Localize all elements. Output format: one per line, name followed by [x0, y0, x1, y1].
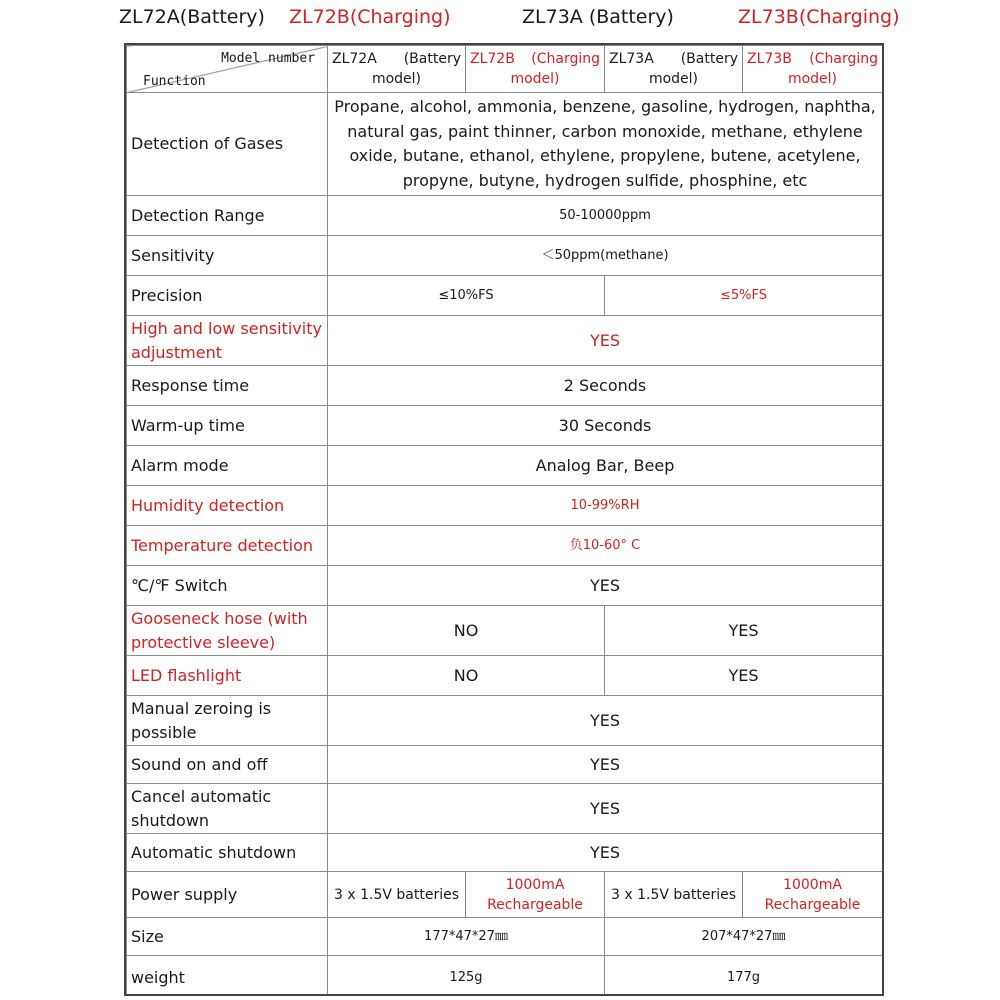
table-row	[127, 872, 883, 918]
response-value: 2 Seconds	[328, 366, 883, 406]
power-zl72b-value: 1000mA Rechargeable	[466, 872, 605, 918]
row-label-response: Response time	[127, 366, 328, 406]
warmup-value: 30 Seconds	[328, 406, 883, 446]
row-label-unit-switch: ℃/℉ Switch	[127, 566, 328, 606]
gases-value: Propane, alcohol, ammonia, benzene, gasoline, hydrogen, naphtha, natural gas, paint thinner, carbon monoxide, methane, ethylene oxide, butane, ethanol, ethylene, propylene, butene, acetylene, propyne, butyne, hydrogen sulfide, phosphine, etc	[328, 93, 883, 196]
model-number-label: Model number	[221, 51, 315, 66]
header-diagonal-cell	[127, 46, 328, 93]
row-label-flashlight: LED flashlight	[127, 656, 328, 696]
header-model-zl73a: ZL73A (Battery model)	[605, 46, 743, 93]
size-zl73-value: 207*47*27㎜	[605, 918, 883, 956]
cancel-shutdown-value: YES	[328, 784, 883, 834]
row-label-cancel-shutdown: Cancel automatic shutdown	[127, 784, 328, 834]
row-label-gooseneck: Gooseneck hose (with protective sleeve)	[127, 606, 328, 656]
table-row	[127, 236, 883, 276]
table-row	[127, 196, 883, 236]
title-zl72b: ZL72B(Charging)	[289, 6, 451, 28]
row-label-weight: weight	[127, 956, 328, 997]
row-label-sound: Sound on and off	[127, 746, 328, 784]
sound-value: YES	[328, 746, 883, 784]
function-label: Function	[143, 74, 206, 89]
zeroing-value: YES	[328, 696, 883, 746]
row-label-zeroing: Manual zeroing is possible	[127, 696, 328, 746]
flashlight-zl72-value: NO	[328, 656, 605, 696]
adjustment-value: YES	[328, 316, 883, 366]
weight-zl73-value: 177g	[605, 956, 883, 997]
temperature-value: 负10-60° C	[328, 526, 883, 566]
power-zl72a-value: 3 x 1.5V batteries	[328, 872, 466, 918]
table-row	[127, 366, 883, 406]
power-zl73a-value: 3 x 1.5V batteries	[605, 872, 743, 918]
flashlight-zl73-value: YES	[605, 656, 883, 696]
row-label-warmup: Warm-up time	[127, 406, 328, 446]
row-label-size: Size	[127, 918, 328, 956]
size-zl72-value: 177*47*27㎜	[328, 918, 605, 956]
row-label-precision: Precision	[127, 276, 328, 316]
table-row	[127, 526, 883, 566]
row-label-humidity: Humidity detection	[127, 486, 328, 526]
table-row	[127, 656, 883, 696]
table-row	[127, 406, 883, 446]
range-value: 50-10000ppm	[328, 196, 883, 236]
table-row	[127, 956, 883, 997]
alarm-value: Analog Bar, Beep	[328, 446, 883, 486]
table-row	[127, 784, 883, 834]
row-label-temperature: Temperature detection	[127, 526, 328, 566]
table-row	[127, 746, 883, 784]
title-zl72a: ZL72A(Battery)	[119, 6, 265, 28]
header-model-zl73b: ZL73B (Charging model)	[743, 46, 883, 93]
model-title-strip	[0, 0, 1000, 40]
table-row	[127, 834, 883, 872]
sensitivity-value: ＜50ppm(methane)	[328, 236, 883, 276]
gooseneck-zl72-value: NO	[328, 606, 605, 656]
row-label-auto-shutdown: Automatic shutdown	[127, 834, 328, 872]
row-label-alarm: Alarm mode	[127, 446, 328, 486]
gooseneck-zl73-value: YES	[605, 606, 883, 656]
unit-switch-value: YES	[328, 566, 883, 606]
header-row	[127, 46, 883, 93]
row-label-gases: Detection of Gases	[127, 93, 328, 196]
table-row	[127, 93, 883, 196]
spec-table	[126, 45, 883, 996]
precision-zl72-value: ≤10%FS	[328, 276, 605, 316]
humidity-value: 10-99%RH	[328, 486, 883, 526]
table-row	[127, 918, 883, 956]
row-label-power: Power supply	[127, 872, 328, 918]
table-row	[127, 606, 883, 656]
weight-zl72-value: 125g	[328, 956, 605, 997]
row-label-adjustment: High and low sensitivity adjustment	[127, 316, 328, 366]
table-row	[127, 566, 883, 606]
row-label-range: Detection Range	[127, 196, 328, 236]
table-row	[127, 446, 883, 486]
title-zl73a: ZL73A (Battery)	[522, 6, 674, 28]
header-model-zl72a: ZL72A (Battery model)	[328, 46, 466, 93]
title-zl73b: ZL73B(Charging)	[738, 6, 900, 28]
precision-zl73-value: ≤5%FS	[605, 276, 883, 316]
table-row	[127, 696, 883, 746]
header-model-zl72b: ZL72B (Charging model)	[466, 46, 605, 93]
auto-shutdown-value: YES	[328, 834, 883, 872]
table-row	[127, 316, 883, 366]
spec-sheet	[124, 43, 884, 996]
power-zl73b-value: 1000mA Rechargeable	[743, 872, 883, 918]
row-label-sensitivity: Sensitivity	[127, 236, 328, 276]
table-row	[127, 486, 883, 526]
table-row	[127, 276, 883, 316]
